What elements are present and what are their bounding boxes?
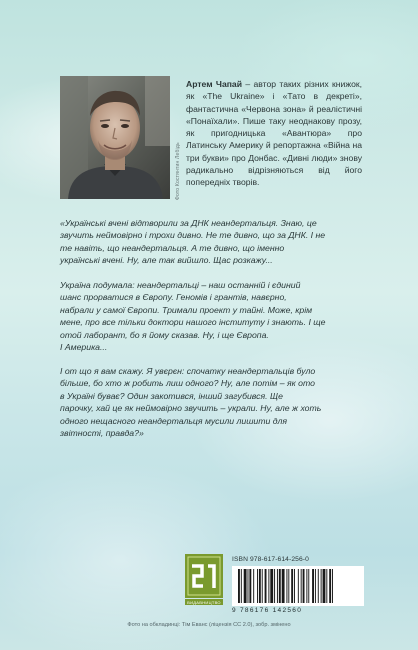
barcode-bar (241, 569, 242, 603)
quote-paragraph-3 (60, 365, 364, 439)
quote-line: звітності, правда?» (60, 428, 144, 439)
barcode-bar (248, 569, 249, 603)
barcode-bar (312, 569, 314, 603)
barcode-bar (238, 569, 240, 603)
quote-line: одного нещасного неандертальця мусили лишити для (60, 415, 288, 426)
author-name: Артем Чапай (186, 79, 242, 89)
barcode-bar (294, 569, 295, 603)
barcode-bar (282, 569, 285, 603)
author-bio-text: – автор таких різних книжок, як «The Ukraine» і «Тато в декреті», фантастична «Червона зона» й реалістичні «Понаїхали». Пише таку неоднакову прозу, як пригодницька «Авантюра» про Латинську Америку й репортажна «Війна на три букви» про Донбас. «Дивні люди» знову радикально відрізняються від його попередніх творів. (186, 79, 362, 188)
publisher-logo (185, 554, 223, 605)
quote-line: «Українські вчені відтворили за ДНК неандертальця. Знаю, це (60, 218, 317, 228)
barcode-bar (298, 569, 299, 603)
barcode-bar (265, 569, 267, 603)
quote-line: І от що я вам скажу. Я увєрєн: спочатку неандертальців було (60, 366, 316, 376)
author-photo (60, 76, 170, 199)
barcode-bar (326, 569, 327, 603)
quote-line: українські вчені. Ну, але так вийшло. Щас розкажу... (60, 255, 273, 266)
barcode-icon (232, 566, 364, 606)
barcode-bar (249, 569, 251, 603)
photo-credit: Фото Костянтин Лебідь (175, 142, 181, 200)
author-portrait-image (60, 76, 170, 199)
barcode-bar (318, 569, 319, 603)
barcode-bar (262, 569, 263, 603)
quote-line: парочку, хай це як неймовірно звучить – украли. Ну, але ж хоть (60, 403, 322, 414)
author-bio (186, 78, 362, 189)
barcode-bar (332, 569, 333, 603)
publisher-logo-mark (185, 554, 223, 605)
barcode-bar (257, 569, 258, 603)
quote-line: мене, про все тільки доктори нашого інституту і знають. І ще (60, 317, 326, 328)
barcode-bar (253, 569, 254, 603)
barcode-bar (277, 569, 278, 603)
barcode-bar (274, 569, 275, 603)
quote-line: І Америка... (60, 342, 108, 353)
quote-line: в Україні буває? Один закотився, інший загубився. Ще (60, 390, 283, 401)
barcode-bar (321, 569, 322, 603)
barcode-bar (270, 569, 273, 603)
isbn-text: ISBN 978-617-614-256-0 (232, 556, 309, 563)
barcode-bar (244, 569, 247, 603)
barcode-bar (303, 569, 305, 603)
barcode-bar (315, 569, 316, 603)
barcode-bar (323, 569, 326, 603)
isbn-block (232, 556, 364, 614)
barcode-bar (286, 569, 287, 603)
barcode-bar (291, 569, 293, 603)
quote-line: те навіть, що неандертальця. А те дивно, що іменно (60, 242, 285, 253)
quote-line: шанс прорватися в Європу. Геномів і грантів, навєрно, (60, 292, 287, 303)
quote-line: звучить неймовірно і трохи дивно. Не те дивно, що за ДНК. І не (60, 230, 326, 241)
barcode-bar (329, 569, 331, 603)
barcode-bar (308, 569, 309, 603)
barcode-bar (306, 569, 307, 603)
barcode-digits: 9 786176 142560 (232, 607, 303, 614)
barcode-bar (268, 569, 269, 603)
barcode-bar (288, 569, 289, 603)
quote-line: Україна подумала: неандертальці – наш останній і єдиний (60, 280, 301, 290)
quote-line: набрали у самої Європи. Тримали проект у тайні. Може, крім (60, 304, 313, 315)
quote-paragraph-2 (60, 279, 364, 353)
quote-paragraph-1 (60, 217, 364, 267)
barcode-bar (259, 569, 261, 603)
barcode-bar (301, 569, 302, 603)
quote-line: більше, бо хто ж робить лиш одного? Ну, але потім – як ото (60, 378, 315, 389)
quote-line: отой лаборант, бо я йому сказав. Ну, і ще Європа. (60, 329, 269, 340)
cover-photo-credit: Фото на обкладинці: Тім Еванс (ліцензія CC 2.0), зобр. змінено (127, 622, 291, 628)
svg-text:ВИДАВНИЦТВО: ВИДАВНИЦТВО (187, 600, 221, 605)
barcode-bar (279, 569, 281, 603)
